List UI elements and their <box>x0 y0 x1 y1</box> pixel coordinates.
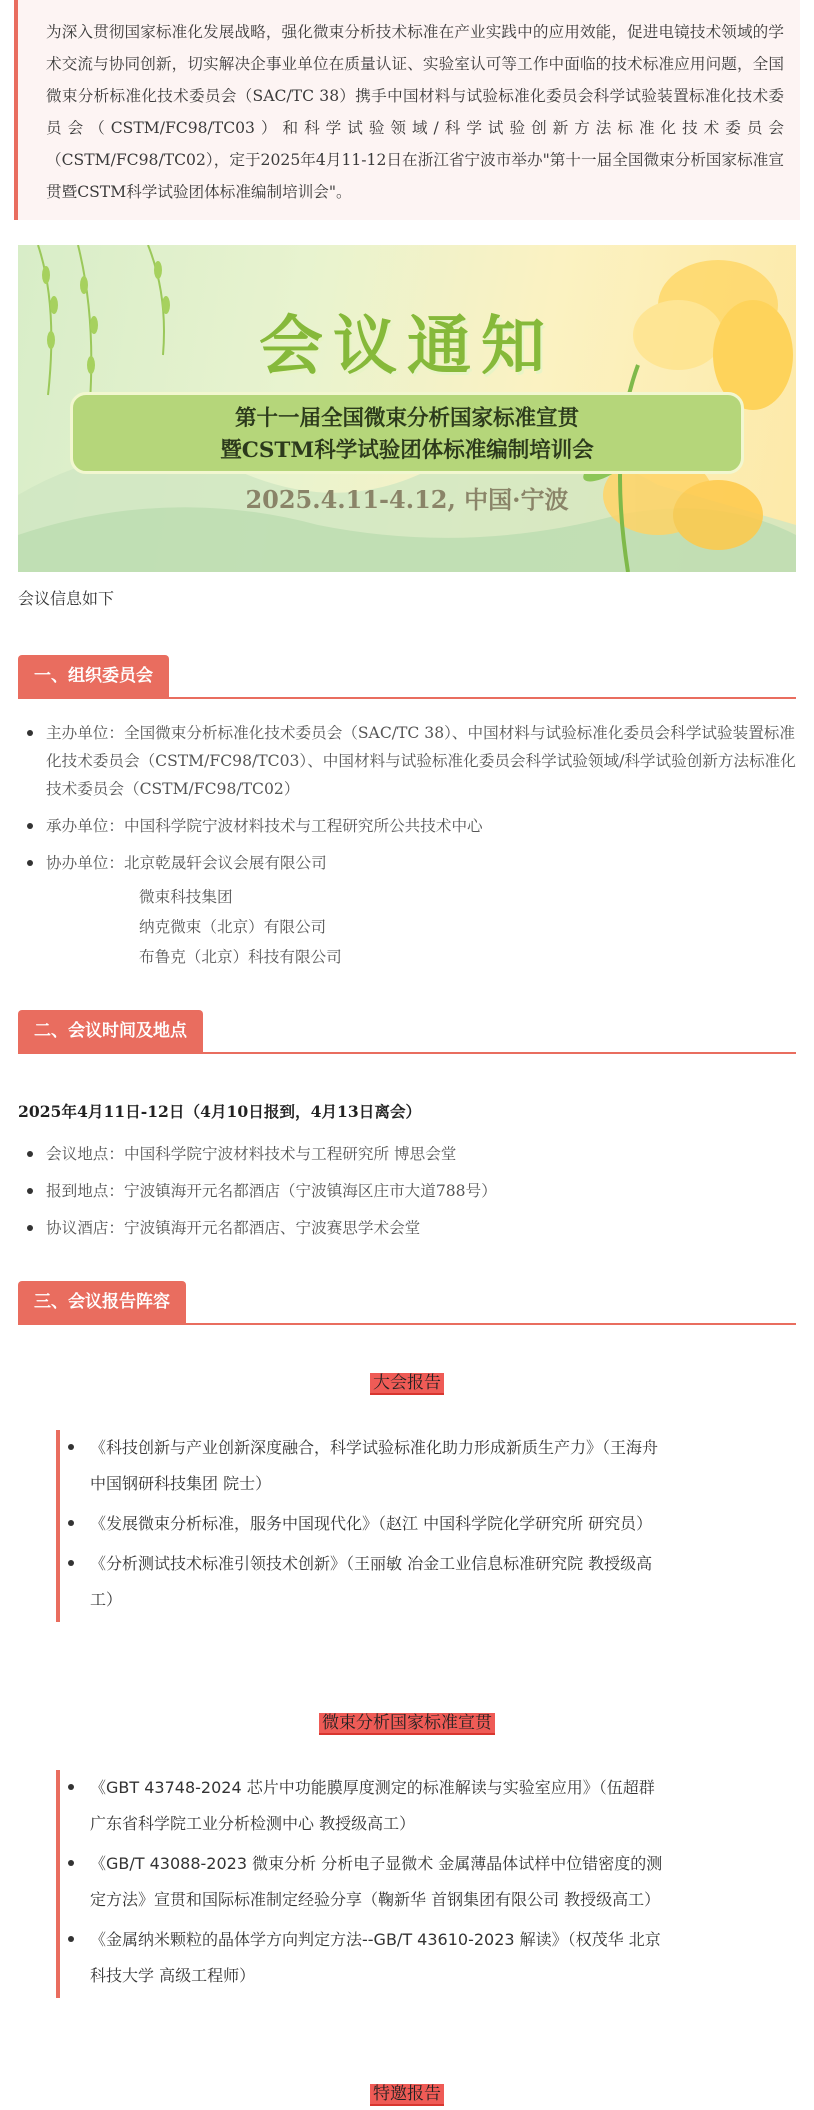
section-divider <box>18 1323 796 1325</box>
co-organizer-other: 纳克微束（北京）有限公司 <box>139 918 327 936</box>
location-list <box>18 1140 796 1251</box>
plenary-talk-list <box>56 1430 668 1622</box>
list-item-registration: 报到地点：宁波镇海开元名都酒店（宁波镇海区庄市大道788号） <box>18 1177 796 1205</box>
intro-paragraph: 为深入贯彻国家标准化发展战略，强化微束分析技术标准在产业实践中的应用效能，促进电镜技术领域的学术交流与协同创新，切实解决企事业单位在质量认证、实验室认可等工作中面临的技术标准应用问题，全国微束分析标准化技术委员会（SAC/TC 38）携手中国材料与试验标准化委员会科学试验装置标准化技术委员会（CSTM/FC98/TC03）和科学试验领域/科学试验创新方法标准化技术委员会（CSTM/FC98/TC02），定于2025年4月11-12日在浙江省宁波市举办"第十一届全国微束分析国家标准宣贯暨CSTM科学试验团体标准编制培训会"。 <box>14 0 800 220</box>
section-title: 一、组织委员会 <box>18 655 169 697</box>
co-organizer-other: 布鲁克（北京）科技有限公司 <box>139 948 342 966</box>
list-item-co-organizer: 协办单位：北京乾晟轩会议会展有限公司 <box>18 849 796 877</box>
banner-line-2: 暨CSTM科学试验团体标准编制培训会 <box>220 438 594 463</box>
section-header-time-location <box>18 1010 796 1052</box>
section-header-reports <box>18 1281 796 1323</box>
standards-talk-list <box>56 1770 668 1998</box>
list-item: 《发展微束分析标准，服务中国现代化》（赵江 中国科学院化学研究所 研究员） <box>90 1506 668 1542</box>
list-item-host: 主办单位：全国微束分析标准化技术委员会（SAC/TC 38）、中国材料与试验标准化委员会科学试验装置标准化技术委员会（CSTM/FC98/TC03）、中国材料与试验标准化委员会科学试验领域/科学试验创新方法标准化技术委员会（CSTM/FC98/TC02） <box>18 719 796 803</box>
list-item: 《科技创新与产业创新深度融合，科学试验标准化助力形成新质生产力》（王海舟 中国钢研科技集团 院士） <box>90 1430 668 1502</box>
list-item-organizer: 承办单位：中国科学院宁波材料技术与工程研究所公共技术中心 <box>18 812 796 840</box>
conference-banner <box>18 245 796 572</box>
conference-time: 2025年4月11日-12日（4月10日报到，4月13日离会） <box>18 1102 422 1121</box>
banner-line-1: 第十一届全国微束分析国家标准宣贯 <box>234 406 579 431</box>
info-intro-line: 会议信息如下 <box>18 589 115 608</box>
banner-conference-name <box>70 392 744 474</box>
section-header-organizing-committee <box>18 655 796 697</box>
list-item: 《金属纳米颗粒的晶体学方向判定方法--GB/T 43610-2023 解读》（权茂华 北京科技大学 高级工程师） <box>90 1922 668 1994</box>
section-divider <box>18 1052 796 1054</box>
list-item: 《GB/T 43088-2023 微束分析 分析电子显微术 金属薄晶体试样中位错密度的测定方法》宣贯和国际标准制定经验分享（鞠新华 首钢集团有限公司 教授级高工） <box>90 1846 668 1918</box>
co-organizer-other: 微束科技集团 <box>139 888 233 906</box>
banner-date-place: 2025.4.11-4.12, 中国·宁波 <box>245 485 569 514</box>
banner-title: 会议通知 <box>259 310 555 384</box>
list-item: 《分析测试技术标准引领技术创新》（王丽敏 冶金工业信息标准研究院 教授级高工） <box>90 1546 668 1618</box>
section-divider <box>18 697 796 699</box>
organizer-list <box>18 719 796 972</box>
plenary-title: 大会报告 <box>0 1368 814 1393</box>
invited-title: 特邀报告 <box>0 2079 814 2104</box>
section-title: 二、会议时间及地点 <box>18 1010 203 1052</box>
list-item-venue: 会议地点：中国科学院宁波材料技术与工程研究所 博思会堂 <box>18 1140 796 1168</box>
section-title: 三、会议报告阵容 <box>18 1281 186 1323</box>
list-item: 《GBT 43748-2024 芯片中功能膜厚度测定的标准解读与实验室应用》（伍超群 广东省科学院工业分析检测中心 教授级高工） <box>90 1770 668 1842</box>
standards-title: 微束分析国家标准宣贯 <box>0 1708 814 1733</box>
list-item-hotel: 协议酒店：宁波镇海开元名都酒店、宁波赛思学术会堂 <box>18 1214 796 1242</box>
